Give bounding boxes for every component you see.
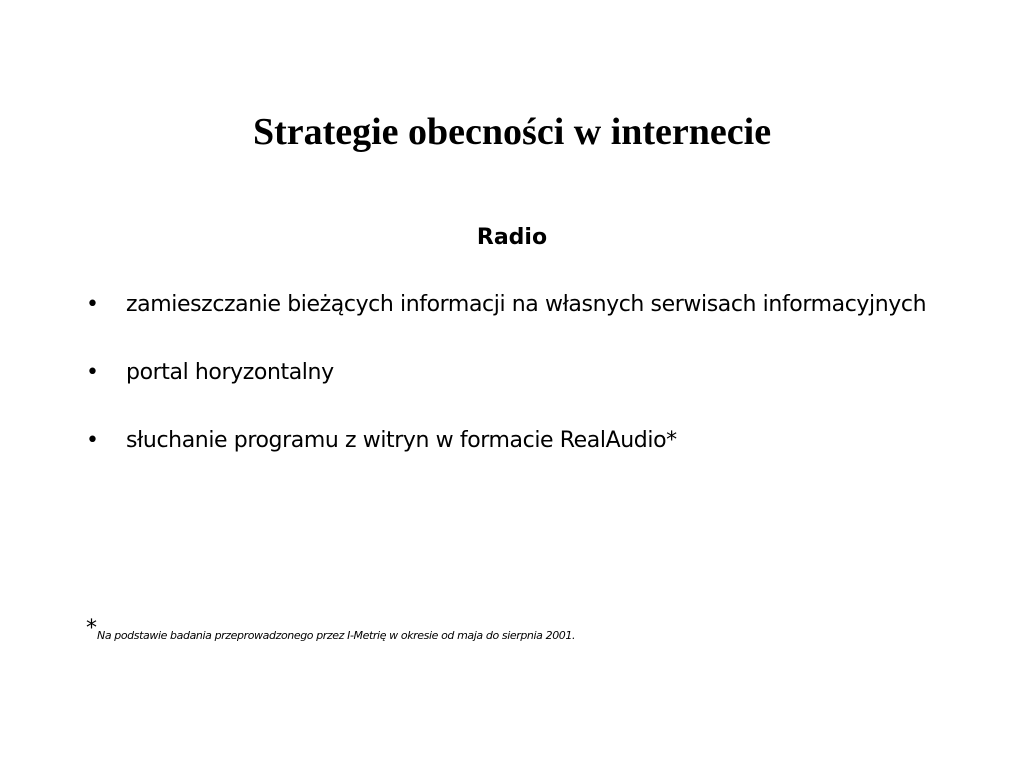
bullet-icon: • xyxy=(86,360,99,385)
bullet-item xyxy=(86,291,946,319)
bullet-icon: • xyxy=(86,428,99,453)
footnote-marker: * xyxy=(86,616,97,641)
footnote-text: Na podstawie badania przeprowadzonego przez I-Metrię w okresie od maja do sierpnia 2001. xyxy=(97,629,576,642)
bullet-item xyxy=(86,427,946,455)
slide-title: Strategie obecności w internecie xyxy=(252,111,772,153)
bullet-text: słuchanie programu z witryn w formacie RealAudio* xyxy=(126,428,677,453)
footnote xyxy=(86,617,575,641)
bullet-icon: • xyxy=(86,292,99,317)
slide-subtitle: Radio xyxy=(476,225,548,250)
bullet-item xyxy=(86,359,946,387)
bullet-text: zamieszczanie bieżących informacji na własnych serwisach informacyjnych xyxy=(126,292,927,317)
bullet-list xyxy=(86,291,946,495)
bullet-text: portal horyzontalny xyxy=(126,360,334,385)
